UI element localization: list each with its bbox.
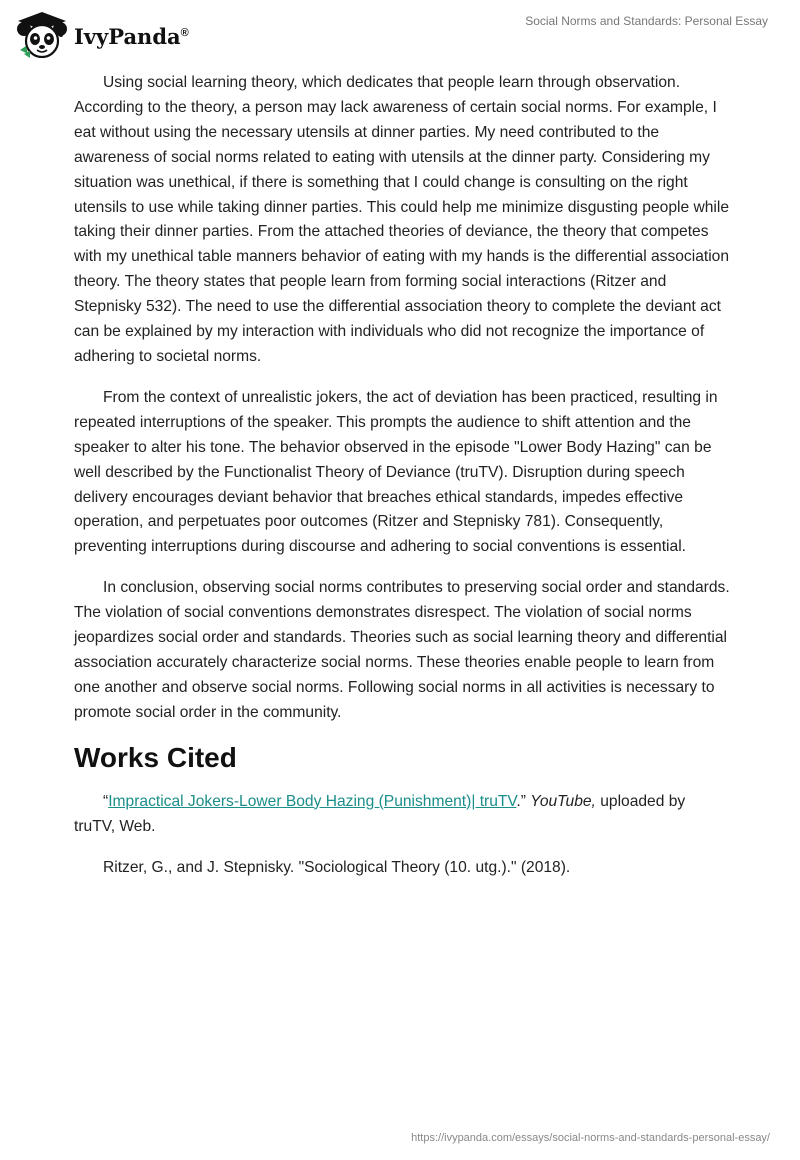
body-paragraph: From the context of unrealistic jokers, the act of deviation has been practiced, resulting in repeated interruptions of the speaker. This prompts the audience to shift attention and the speaker to alter his tone. The behavior observed in the episode "Lower Body Hazing" can be well described by the Functionalist Theory of Deviance (truTV). Disruption during speech delivery encourages deviant behavior that breaches ethical standards, impedes effective operation, and perpetuates poor outcomes (Ritzer and Stepnisky 781). Consequently, preventing interruptions during discourse and adhering to social conventions is essential. xyxy=(74,388,718,556)
essay-content xyxy=(74,71,730,898)
footer-url[interactable]: https://ivypanda.com/essays/social-norms-and-standards-personal-essay/ xyxy=(411,1132,770,1144)
panda-logo-icon xyxy=(16,10,68,58)
citation-close-quote: .” xyxy=(516,792,526,810)
citation-entry xyxy=(74,790,730,840)
brand-name: IvyPanda® xyxy=(74,23,189,49)
citation-rest: uploaded by truTV, Web. xyxy=(74,792,686,835)
body-paragraph: In conclusion, observing social norms contributes to preserving social order and standards. The violation of social conventions demonstrates disrespect. The violation of social norms jeopardizes social order and standards. Theories such as social learning theory and differential association accurately characterize social norms. These theories enable people to learn from one another and observe social norms. Following social norms in all activities is necessary to promote social order in the community. xyxy=(74,579,730,721)
citation-source: YouTube, xyxy=(530,792,596,810)
citation-link[interactable]: Impractical Jokers-Lower Body Hazing (Punishment)| truTV xyxy=(108,792,517,810)
citation-entry: Ritzer, G., and J. Stepnisky. "Sociological Theory (10. utg.)." (2018). xyxy=(103,859,571,877)
citation-open-quote: “ xyxy=(103,792,109,810)
page-title: Social Norms and Standards: Personal Essay xyxy=(525,14,768,28)
brand-logo[interactable] xyxy=(16,10,189,58)
works-cited-heading: Works Cited xyxy=(74,741,237,773)
body-paragraph: Using social learning theory, which dedicates that people learn through observation. According to the theory, a person may lack awareness of certain social norms. For example, I eat without using the necessary utensils at dinner parties. My need contributed to the awareness of social norms related to eating with utensils at the dinner party. Considering my situation was unethical, if there is something that I could change is consulting on the right utensils to use while taking dinner parties. This could help me minimize disgusting people while taking their dinner parties. From the attached theories of deviance, the theory that competes with my unethical table manners behavior of eating with my hands is the differential association theory. The theory states that people learn from forming social interactions (Ritzer and Stepnisky 532). The need to use the differential association theory to complete the deviant act can be explained by my interaction with individuals who did not recognize the importance of adhering to societal norms. xyxy=(74,74,730,365)
